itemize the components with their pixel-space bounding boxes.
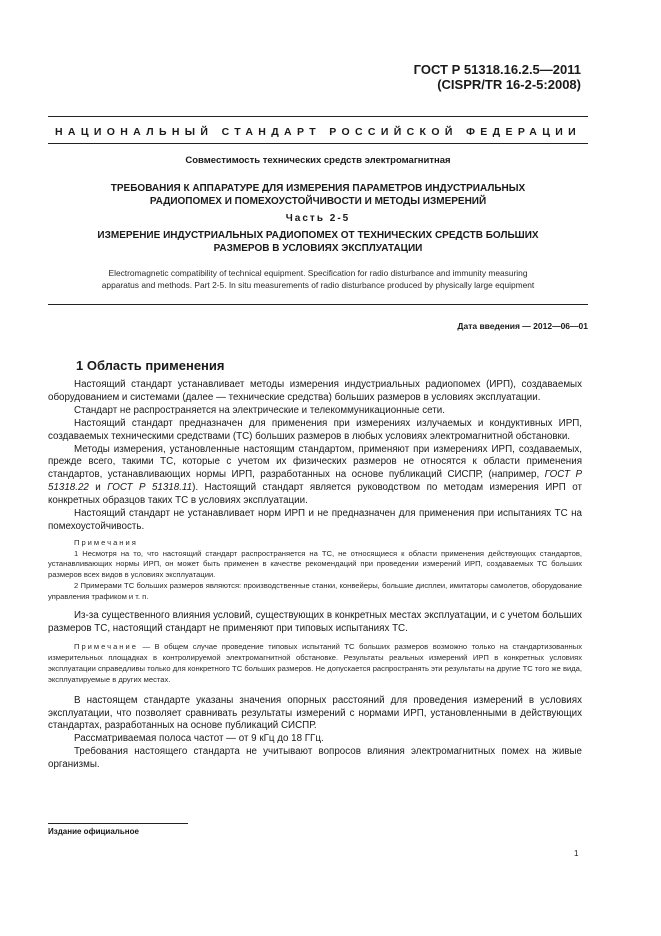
note: 2 Примерами ТС больших размеров являются: производственные станки, конвейеры, большие дисплеи, имитаторы самолетов, оборудование управления трафиком и т. п. [48, 581, 582, 601]
title-compatibility: Совместимость технических средств электромагнитная [185, 155, 451, 166]
standard-designation [414, 62, 581, 92]
paragraph: Рассматриваемая полоса частот — от 9 кГц до 18 ГГц. [74, 733, 324, 745]
paragraph: В настоящем стандарте указаны значения опорных расстояний для проведения измерений в условиях эксплуатации, что позволяет сравнивать результаты измерений с нормами ИРП, установленными в действующих стандартах, разработанных на основе публикаций СИСПР. [48, 694, 582, 732]
standard-number: ГОСТ Р 51318.16.2.5—2011 [413, 62, 581, 77]
introduction-date: Дата введения — 2012—06—01 [457, 321, 588, 331]
english-title-line: Electromagnetic compatibility of technical equipment. Specification for radio disturbance and immunity measuring [108, 268, 528, 278]
english-title-line: apparatus and methods. Part 2-5. In situ measurements of radio disturbance produced by physically large equipment [101, 280, 535, 290]
title-block-rule [48, 304, 588, 305]
paragraph: Из-за существенного влияния условий, существующих в конкретных местах эксплуатации, и с учетом больших размеров ТС, настоящий стандарт не применяют при типовых испытаниях ТС. [48, 609, 582, 634]
paragraph [48, 444, 582, 509]
top-rule [48, 116, 588, 117]
edition-label: Издание официальное [48, 827, 139, 836]
section-title: 1 Область применения [76, 358, 225, 373]
title-measurement-line: ИЗМЕРЕНИЕ ИНДУСТРИАЛЬНЫХ РАДИОПОМЕХ ОТ ТЕХНИЧЕСКИХ СРЕДСТВ БОЛЬШИХ [97, 230, 539, 241]
title-measurement-line: РАЗМЕРОВ В УСЛОВИЯХ ЭКСПЛУАТАЦИИ [213, 242, 423, 254]
note: 1 Несмотря на то, что настоящий стандарт распространяется на ТС, не относящиеся к области применения действующих стандартов, устанавливающих нормы ИРП, он может быть применен в качестве рекомендаций при проведении измерений ИРП, создаваемых ТС больших размеров всех видов в условиях эксплуатации. [48, 548, 582, 580]
note-text: — В общем случае проведение типовых испытаний ТС больших размеров возможно только на стандартизованных измерительных площадках в контролируемой электромагнитной обстановке. Результаты реальных измерений ИРП в конкретных условиях эксплуатации справедливы только для конкретного ТС больших размеров. Не допускается распространять эти результаты на другие ТС того же вида, эксплуатируемые в других местах. [48, 642, 582, 684]
page-number: 1 [574, 849, 579, 858]
notes-heading: Примечания [74, 537, 138, 547]
english-title [48, 267, 588, 291]
title-requirements-line: РАДИОПОМЕХ И ПОМЕХОУСТОЙЧИВОСТИ И МЕТОДЫ ИЗМЕРЕНИЙ [149, 195, 487, 207]
paragraph-text: ). Настоящий стандарт является руководством по методам измерения ИРП от конкретных образцов таких ТС в условиях эксплуатации. [48, 482, 582, 507]
heading-rule [48, 143, 588, 144]
paragraph-text: Методы измерения, установленные настоящим стандартом, применяют при измерениях ИРП, создаваемых, прежде всего, такими ТС, которые с учетом их физических размеров не относятся к области применения стандартов, устанавливающих нормы ИРП, разработанных на основе публикаций СИСПР, (например, [48, 443, 582, 481]
title-requirements [48, 183, 588, 208]
footer-rule [48, 823, 188, 824]
paragraph: Настоящий стандарт предназначен для применения при измерениях излучаемых и кондуктивных ИРП, создаваемых техническими средствами (ТС) больших размеров в любых условиях электромагнитной обстановки. [48, 417, 582, 442]
paragraph: Настоящий стандарт устанавливает методы измерения индустриальных радиопомех (ИРП), создаваемых оборудованием и системами (далее — технические средства) больших размеров в условиях эксплуатации. [48, 379, 582, 403]
paragraph-text: и [88, 482, 108, 494]
paragraph: Настоящий стандарт не устанавливает норм ИРП и не предназначен для применения при испытаниях ТС на помехоустойчивость. [48, 508, 582, 532]
paragraph: Требования настоящего стандарта не учитывают вопросов влияния электромагнитных помех на живые организмы. [48, 746, 582, 771]
title-measurement [48, 230, 588, 255]
standard-reference: ГОСТ Р 51318.22 [48, 469, 582, 494]
national-standard-heading: НАЦИОНАЛЬНЫЙ СТАНДАРТ РОССИЙСКОЙ ФЕДЕРАЦИИ [54, 126, 582, 138]
title-requirements-line: ТРЕБОВАНИЯ К АППАРАТУРЕ ДЛЯ ИЗМЕРЕНИЯ ПАРАМЕТРОВ ИНДУСТРИАЛЬНЫХ [110, 183, 526, 194]
section-body [48, 379, 582, 772]
note [48, 642, 582, 685]
cispr-reference: (CISPR/TR 16-2-5:2008) [437, 77, 581, 92]
title-part: Часть 2-5 [285, 213, 351, 224]
note-label: Примечание [74, 642, 138, 652]
paragraph: Стандарт не распространяется на электрические и телекоммуникационные сети. [74, 404, 445, 416]
standard-reference: ГОСТ Р 51318.11 [107, 482, 193, 494]
